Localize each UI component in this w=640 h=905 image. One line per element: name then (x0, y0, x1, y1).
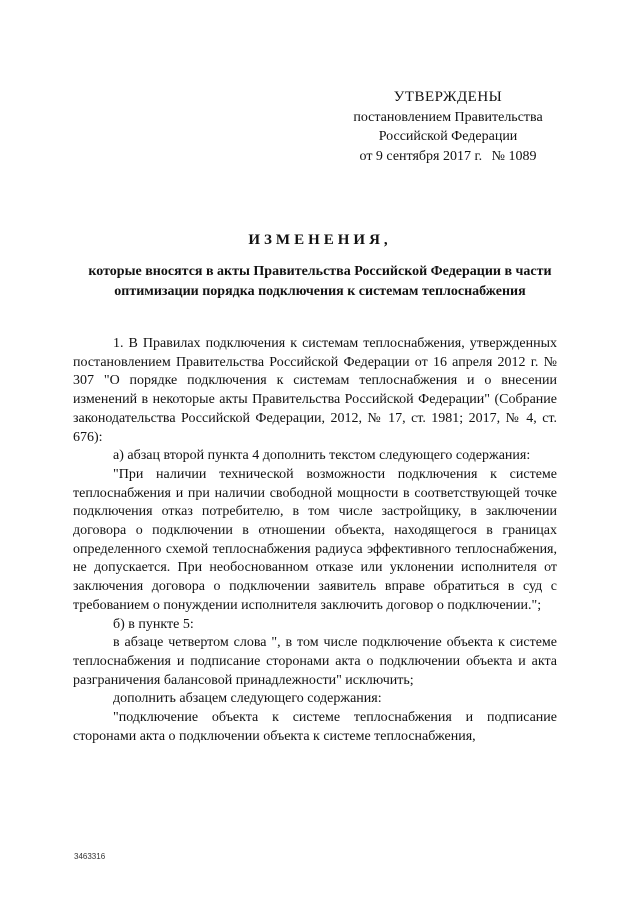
approval-block (330, 88, 566, 166)
approval-line-2: Российской Федерации (378, 129, 518, 144)
document-subtitle: которые вносятся в акты Правительства Российской Федерации в части оптимизации порядка подключения к системам теплоснабжения (88, 264, 552, 299)
approval-date: от 9 сентября 2017 г. (359, 148, 483, 164)
document-body (73, 335, 557, 746)
paragraph: "При наличии технической возможности подключения к системе теплоснабжения и при наличии свободной мощности в соответствующей точке подключения отказ потребителю, в том числе застройщику, в заключении договора о подключении в отношении объекта, находящегося в границах определенного схемой теплоснабжения радиуса эффективного теплоснабжения, не допускается. При необоснованном отказе или уклонении исполнителя от заключения договора о подключении заявитель вправе обратиться в суд с требованием о понуждении исполнителя заключить договор о подключении."; (73, 466, 557, 613)
approval-line-1: постановлением Правительства (353, 109, 543, 125)
paragraph: 1. В Правилах подключения к системам теплоснабжения, утвержденных постановлением Правительства Российской Федерации от 16 апреля 2012 г. № 307 "О порядке подключения к системам теплоснабжения и о внесении изменений в некоторые акты Правительства Российской Федерации" (Собрание законодательства Российской Федерации, 2012, № 17, ст. 1981; 2017, № 4, ст. 676): (73, 336, 557, 445)
paragraph: б) в пункте 5: (113, 616, 194, 632)
paragraph: в абзаце четвертом слова ", в том числе подключение объекта к системе теплоснабжения и подписание сторонами акта о подключении объекта и акта разграничения балансовой принадлежности" исключить; (73, 635, 557, 688)
document-code: 3463316 (74, 852, 106, 861)
approval-number: № 1089 (491, 148, 537, 164)
approval-heading: УТВЕРЖДЕНЫ (393, 89, 503, 105)
paragraph: дополнить абзацем следующего содержания: (113, 691, 382, 707)
paragraph: "подключение объекта к системе теплоснабжения и подписание сторонами акта о подключении объекта к системе теплоснабжения, (73, 710, 557, 744)
approval-date-line (330, 147, 566, 167)
document-title: ИЗМЕНЕНИЯ, (248, 232, 392, 248)
paragraph: а) абзац второй пункта 4 дополнить текстом следующего содержания: (113, 448, 531, 464)
